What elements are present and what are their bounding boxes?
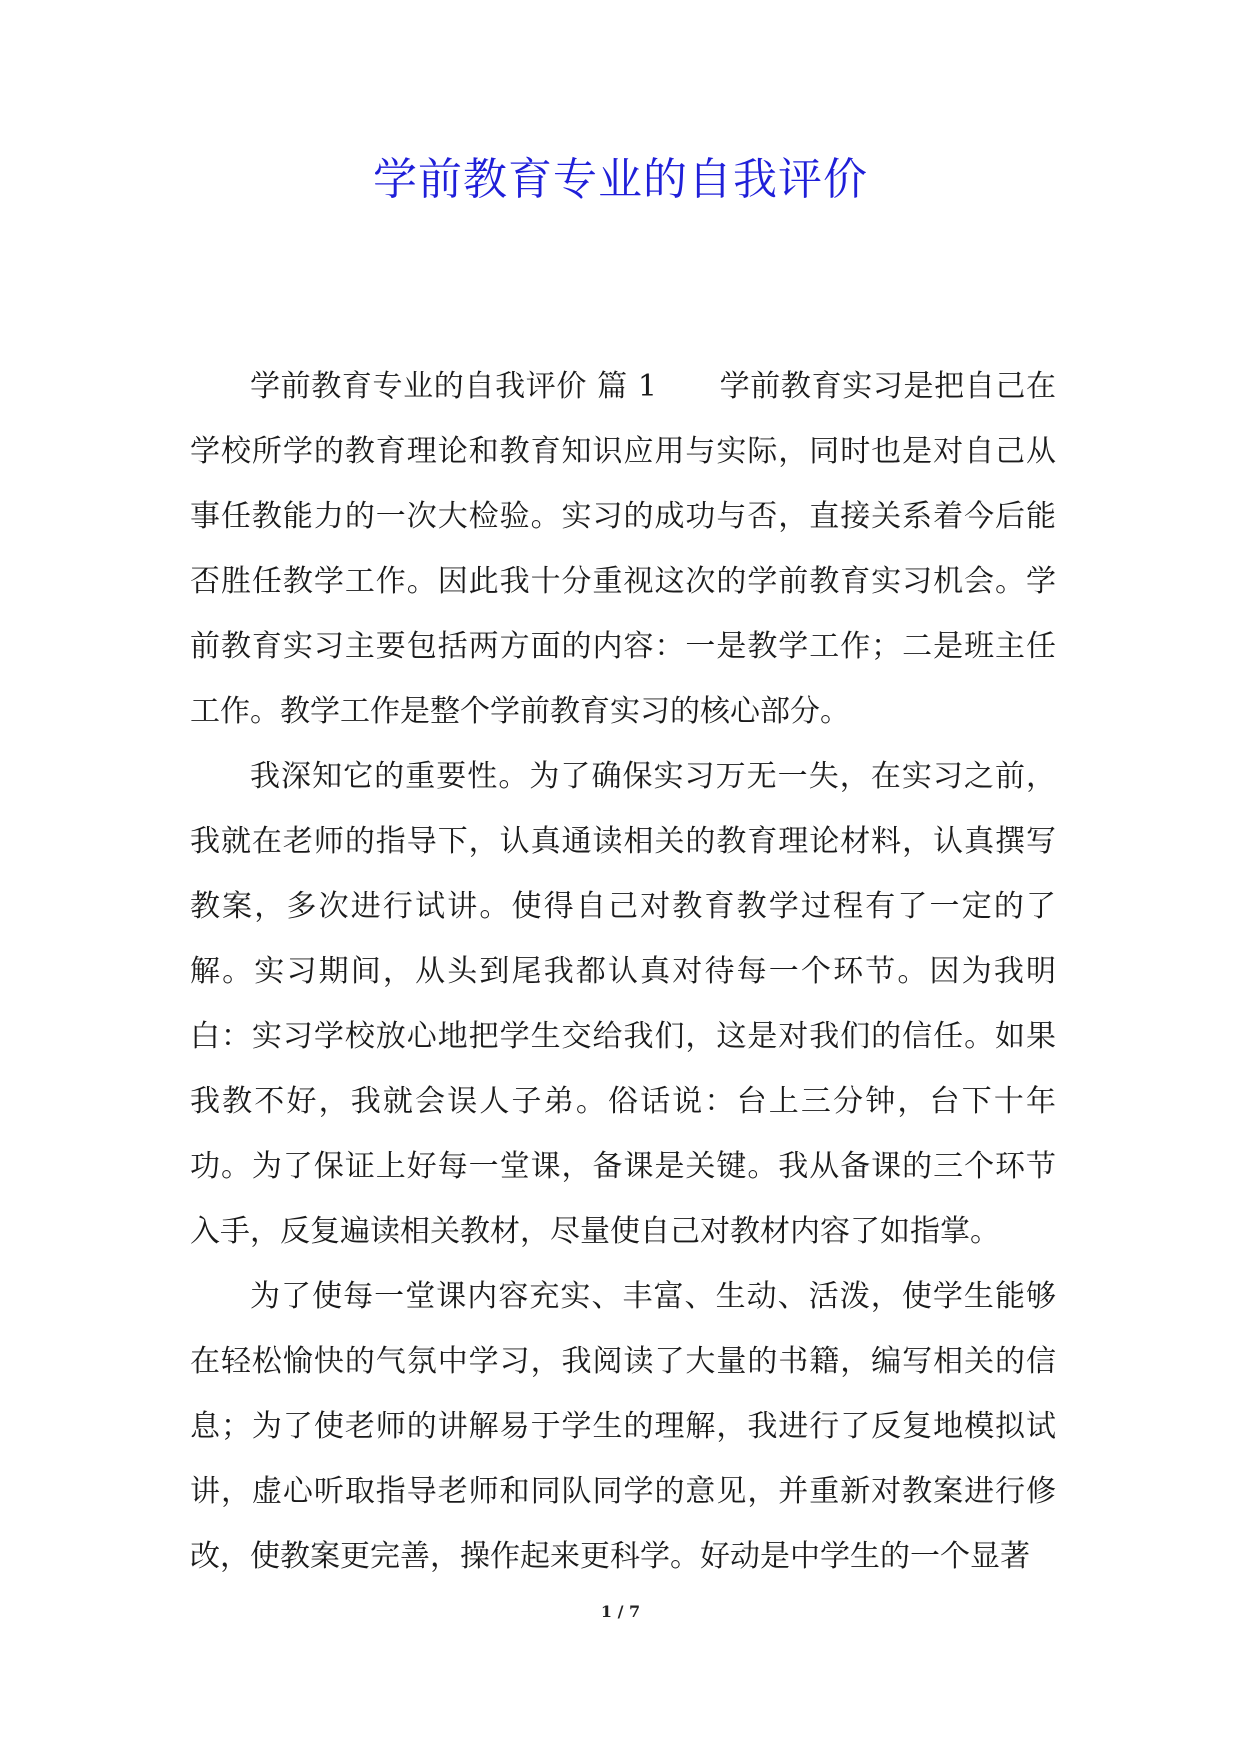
document-body: [190, 354, 1056, 1589]
section-heading: 学前教育专业的自我评价 篇 1: [250, 369, 658, 404]
page-indicator: 1 / 7: [600, 1602, 641, 1621]
paragraph-2: 我深知它的重要性。为了确保实习万无一失，在实习之前，我就在老师的指导下，认真通读相关的教育理论材料，认真撰写教案，多次进行试讲。使得自己对教育教学过程有了一定的了解。实习期间，从头到尾我都认真对待每一个环节。因为我明白：实习学校放心地把学生交给我们，这是对我们的信任。如果我教不好，我就会误人子弟。俗话说：台上三分钟，台下十年功。为了保证上好每一堂课，备课是关键。我从备课的三个环节入手，反复遍读相关教材，尽量使自己对教材内容了如指掌。: [190, 759, 1056, 1249]
paragraph-1-text: 学前教育实习是把自己在学校所学的教育理论和教育知识应用与实际，同时也是对自己从事任教能力的一次大检验。实习的成功与否，直接关系着今后能否胜任教学工作。因此我十分重视这次的学前教育实习机会。学前教育实习主要包括两方面的内容：一是教学工作；二是班主任工作。教学工作是整个学前教育实习的核心部分。: [190, 369, 1056, 729]
paragraph-3: 为了使每一堂课内容充实、丰富、生动、活泼，使学生能够在轻松愉快的气氛中学习，我阅读了大量的书籍，编写相关的信息；为了使老师的讲解易于学生的理解，我进行了反复地模拟试讲，虚心听取指导老师和同队同学的意见，并重新对教案进行修改，使教案更完善，操作起来更科学。好动是中学生的一个显著: [190, 1279, 1056, 1574]
document-title: 学前教育专业的自我评价: [373, 154, 868, 205]
paragraph-1: [190, 354, 1056, 744]
